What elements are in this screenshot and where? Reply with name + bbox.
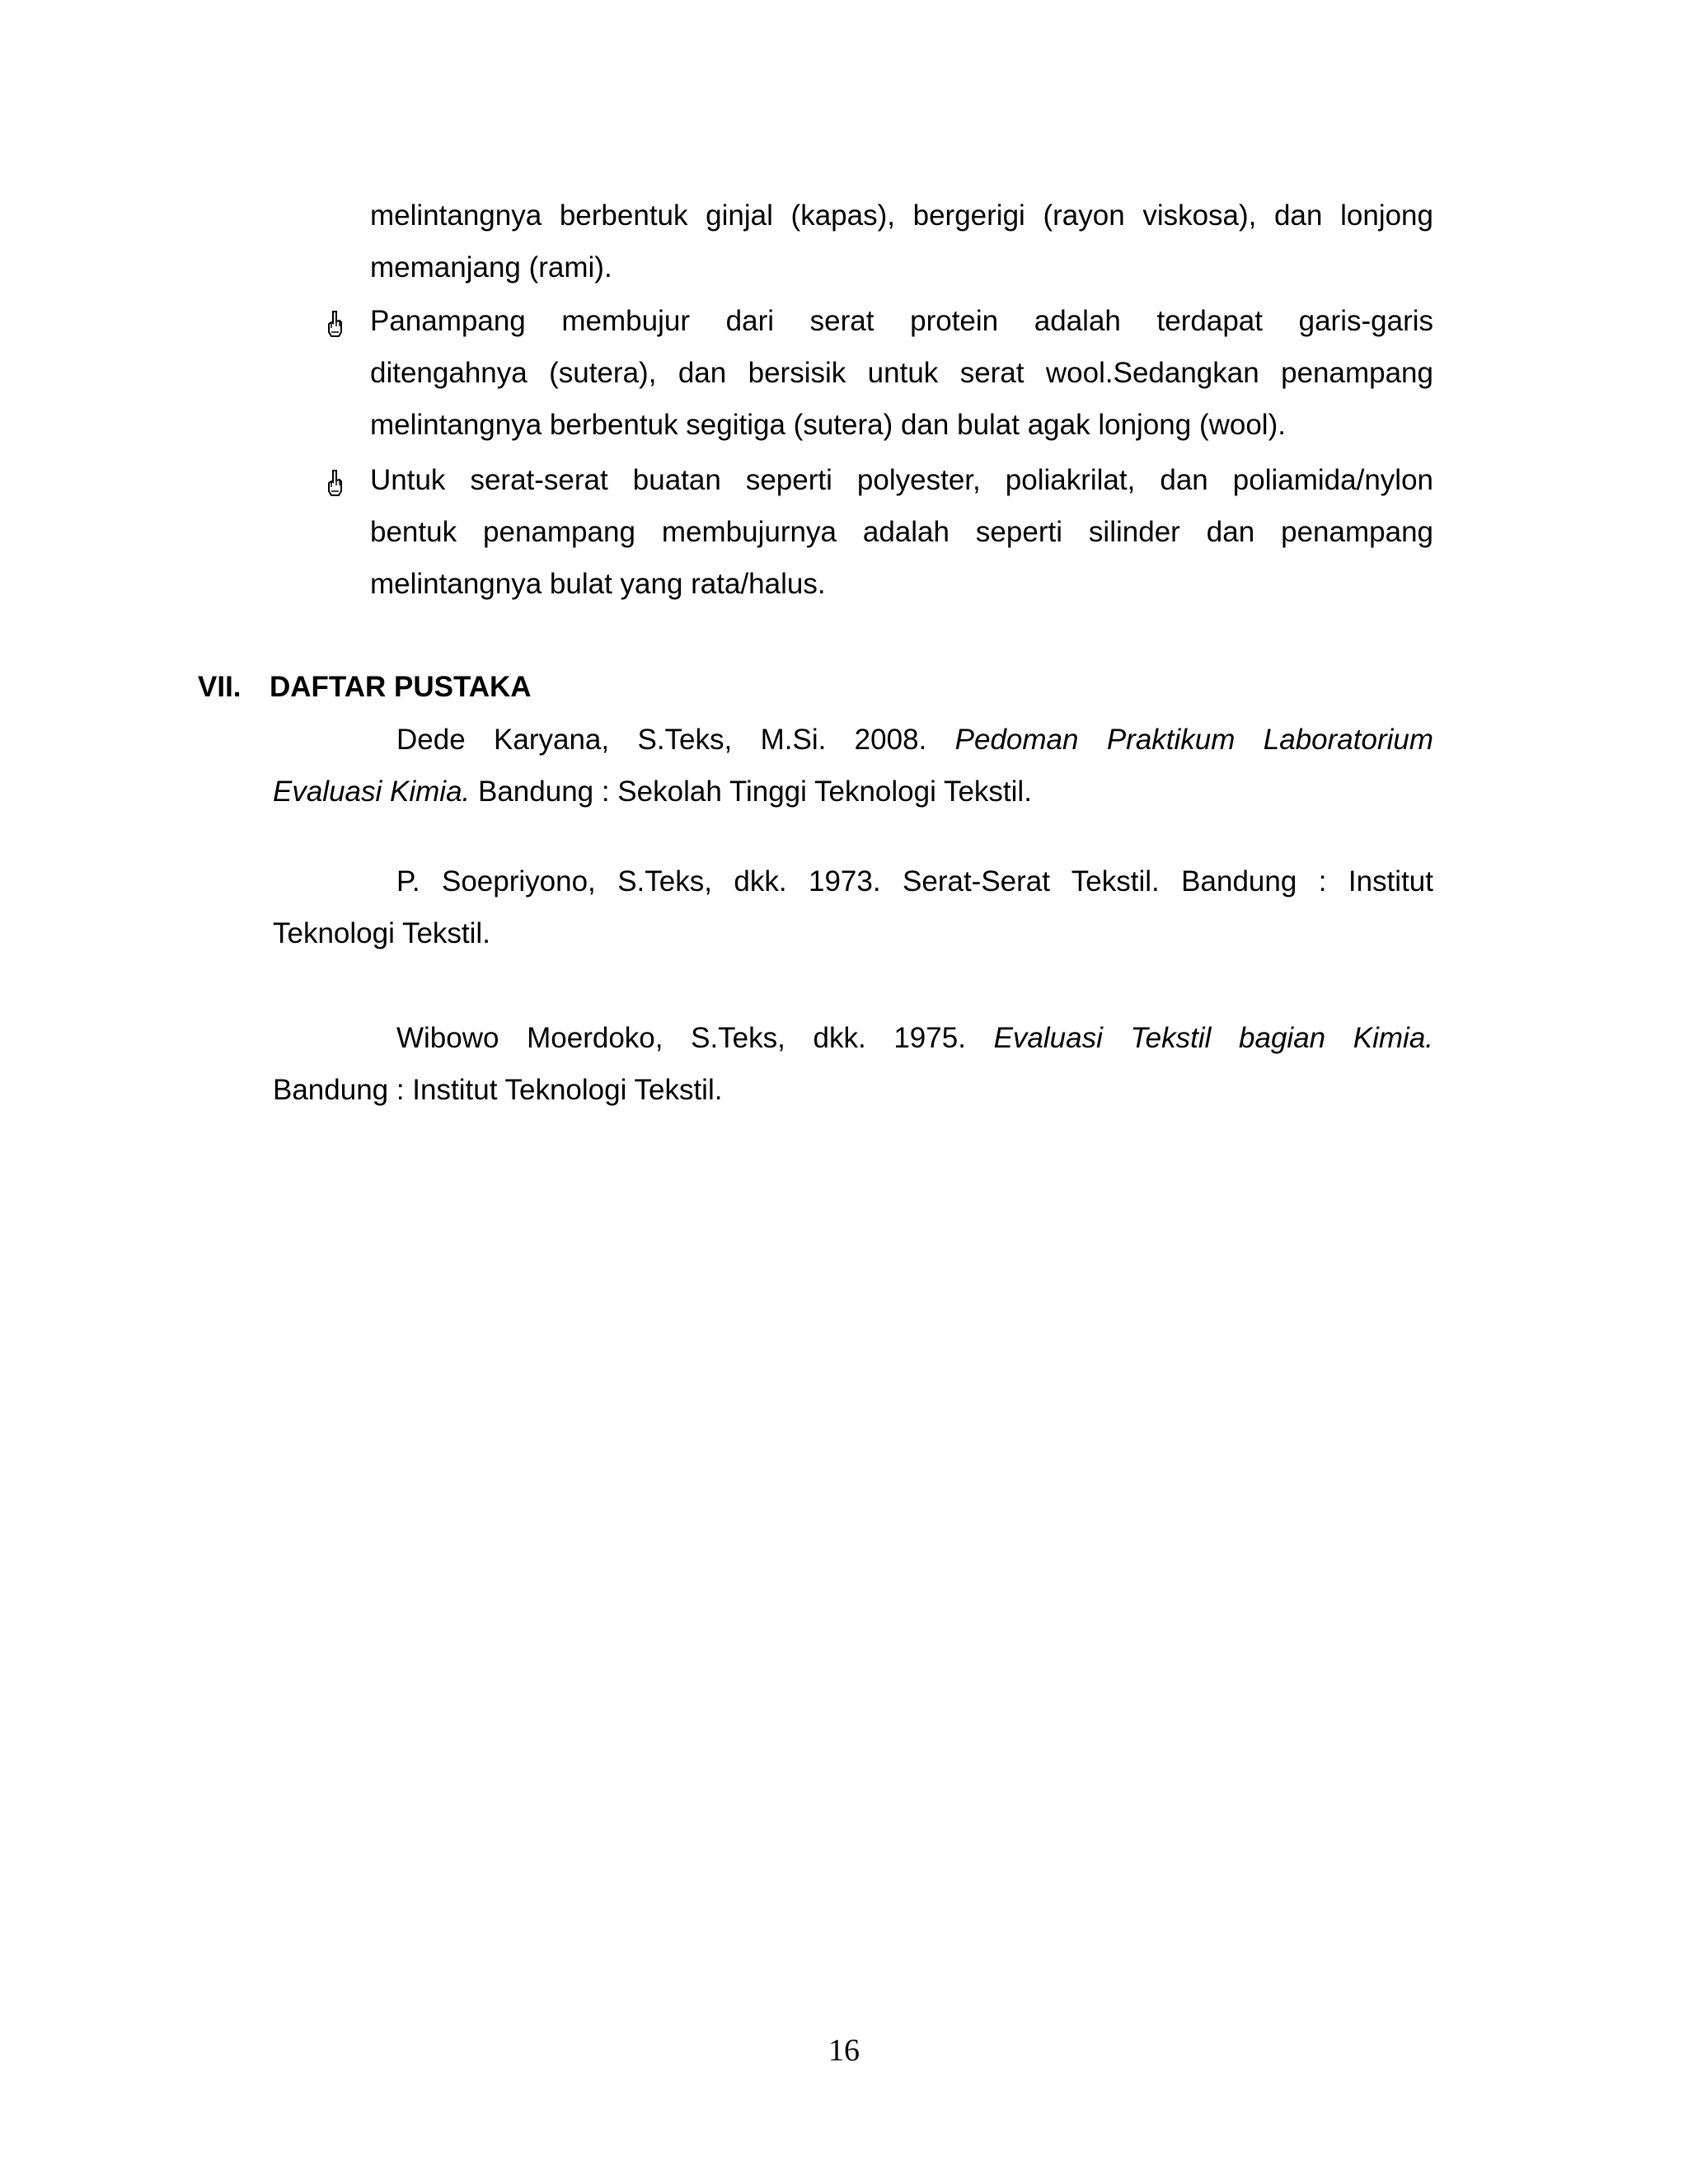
reference-entry	[273, 714, 1433, 818]
paragraph-line: melintangnya bulat yang rata/halus.	[370, 568, 826, 600]
reference-line: Evaluasi Kimia. Bandung : Sekolah Tinggi Teknologi Tekstil.	[273, 776, 1032, 808]
paragraph-line: Untuk serat-serat buatan seperti polyester, poliakrilat, dan poliamida/nylon	[370, 464, 1433, 496]
reference-line: Bandung : Institut Teknologi Tekstil.	[273, 1074, 723, 1106]
reference-entry	[273, 855, 1433, 959]
pointing-hand-icon	[326, 310, 344, 338]
paragraph-line: melintangnya berbentuk ginjal (kapas), bergerigi (rayon viskosa), dan lonjong	[370, 199, 1433, 232]
page-number: 16	[828, 2033, 860, 2068]
bullet-paragraph-synthetic	[370, 454, 1433, 610]
reference-entry	[273, 1012, 1433, 1116]
section-number: VII.	[198, 671, 241, 703]
reference-title: Evaluasi Kimia.	[273, 776, 471, 808]
paragraph-line: melintangnya berbentuk segitiga (sutera) dan bulat agak lonjong (wool).	[370, 409, 1286, 441]
paragraph-line: ditengahnya (sutera), dan bersisik untuk serat wool.Sedangkan penampang	[370, 357, 1433, 389]
bullet-paragraph-protein	[370, 295, 1433, 451]
paragraph-line: memanjang (rami).	[370, 251, 612, 284]
reference-title: Evaluasi Tekstil bagian Kimia.	[993, 1022, 1434, 1054]
reference-line: Dede Karyana, S.Teks, M.Si. 2008. Pedoman Praktikum Laboratorium	[396, 724, 1433, 756]
reference-line: Teknologi Tekstil.	[273, 917, 490, 949]
section-heading	[198, 661, 532, 713]
reference-line: Wibowo Moerdoko, S.Teks, dkk. 1975. Evaluasi Tekstil bagian Kimia.	[396, 1022, 1434, 1054]
pointing-hand-icon	[326, 469, 344, 497]
continuation-paragraph	[370, 190, 1433, 293]
reference-line: P. Soepriyono, S.Teks, dkk. 1973. Serat-Serat Tekstil. Bandung : Institut	[396, 865, 1433, 898]
paragraph-line: Panampang membujur dari serat protein adalah terdapat garis-garis	[370, 305, 1433, 337]
reference-title: Pedoman Praktikum Laboratorium	[954, 724, 1433, 756]
paragraph-line: bentuk penampang membujurnya adalah seperti silinder dan penampang	[370, 516, 1433, 548]
section-title: DAFTAR PUSTAKA	[270, 671, 532, 703]
